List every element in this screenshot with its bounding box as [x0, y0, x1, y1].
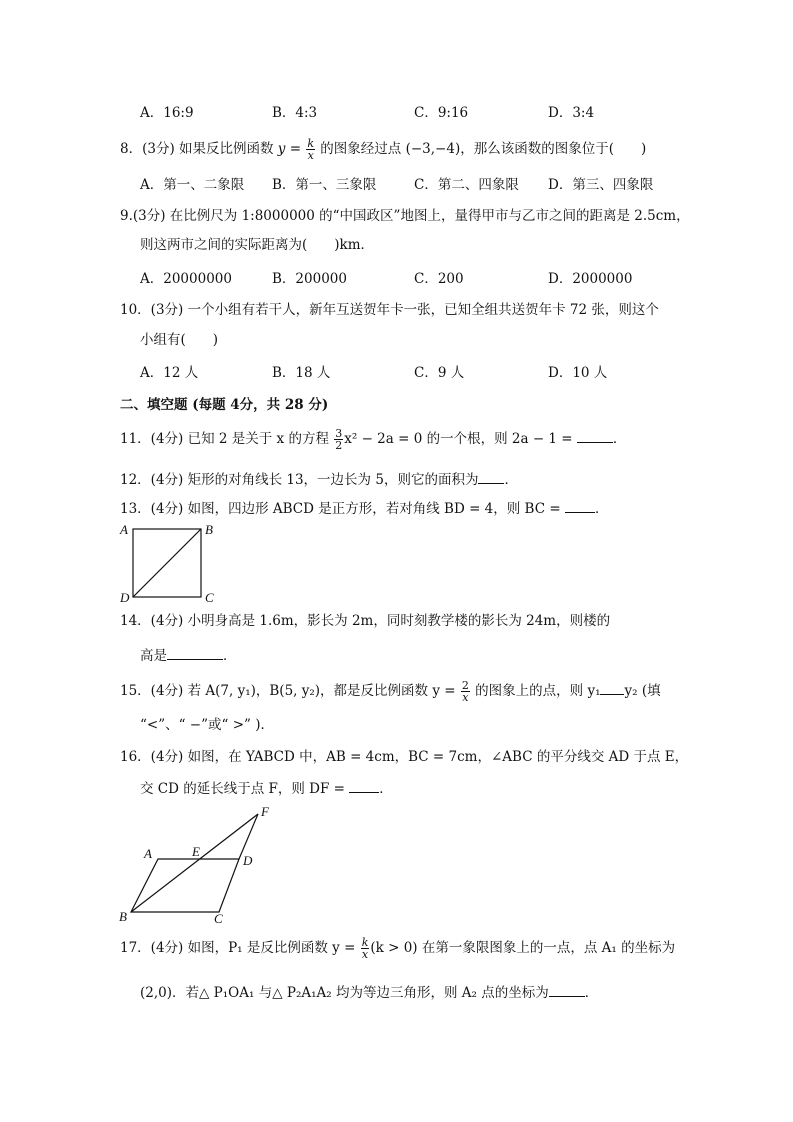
- q9-option-a: A．20000000: [140, 271, 232, 287]
- parallelogram-figure: [114, 802, 284, 926]
- label-b: B: [119, 909, 127, 924]
- q8-option-d: D．第三、四象限: [548, 177, 654, 193]
- diagonal-bd: [133, 529, 201, 597]
- square-figure: [114, 520, 224, 606]
- label-d: D: [243, 853, 253, 868]
- question-8: 8．(3分) 如果反比例函数 y = $\frac{k}{x}$ 的图象经过点 (−3,−4)，那么该函数的图象位于( ): [120, 137, 647, 162]
- answer-blank[interactable]: [167, 646, 223, 660]
- fraction: $\frac{2}{x}$: [461, 679, 469, 704]
- answer-blank[interactable]: [565, 499, 595, 513]
- q8-option-c: C．第二、四象限: [414, 177, 519, 193]
- question-9-line-1: 9.(3分) 在比例尺为 1:8000000 的“中国政区”地图上，量得甲市与乙市之间的距离是 2.5cm，: [120, 208, 690, 224]
- section-heading: 二、填空题 (每题 4分，共 28 分): [120, 397, 329, 413]
- question-17: 17．(4分) 如图，P₁ 是反比例函数 y = $\frac{k}{x}$ (k > 0) 在第一象限图象上的一点，点 A₁ 的坐标为: [120, 936, 676, 961]
- q7-option-b: B．4:3: [272, 105, 318, 121]
- question-10-line-1: 10．(3分) 一个小组有若干人，新年互送贺年卡一张，已知全组共送贺年卡 72 张，则这个: [120, 302, 659, 318]
- line-bf: [131, 814, 258, 912]
- fraction: $\frac{3}{2}$: [335, 427, 343, 452]
- q9-option-d: D．2000000: [548, 271, 633, 287]
- label-c: C: [214, 911, 223, 926]
- label-b: B: [205, 522, 213, 537]
- question-17-line-2: (2,0)．若△ P₁OA₁ 与△ P₂A₁A₂ 均为等边三角形，则 A₂ 点的坐标为 ．: [140, 985, 599, 1001]
- label-a: A: [120, 522, 128, 537]
- q7-option-a: A．16:9: [140, 105, 194, 121]
- question-10-line-2: 小组有( ): [140, 332, 219, 348]
- q10-option-c: C．9 人: [414, 365, 465, 381]
- answer-blank[interactable]: [549, 983, 585, 997]
- q10-option-a: A．12 人: [140, 365, 199, 381]
- question-14-line-2: 高是 ．: [140, 648, 237, 664]
- q9-option-c: C．200: [414, 271, 464, 287]
- question-15: 15．(4分) 若 A(7, y₁)，B(5, y₂)，都是反比例函数 y = $\frac{2}{x}$ 的图象上的点，则 y₁ y₂ (填: [120, 679, 661, 704]
- question-13: 13．(4分) 如图，四边形 ABCD 是正方形，若对角线 BD = 4，则 BC = ．: [120, 501, 609, 517]
- question-16-line-1: 16．(4分) 如图，在 YABCD 中，AB = 4cm，BC = 7cm，∠ABC 的平分线交 AD 于点 E，: [120, 749, 689, 765]
- answer-blank[interactable]: [349, 779, 379, 793]
- parallelogram-abcd: [131, 859, 239, 912]
- q8-option-b: B．第一、三象限: [272, 177, 377, 193]
- q8-option-a: A．第一、二象限: [140, 177, 245, 193]
- question-14-line-1: 14．(4分) 小明身高是 1.6m，影长为 2m，同时刻教学楼的影长为 24m，则楼的: [120, 613, 611, 629]
- q7-option-c: C．9:16: [414, 105, 469, 121]
- q9-option-b: B．200000: [272, 271, 347, 287]
- question-11: 11．(4分) 已知 2 是关于 x 的方程 $\frac{3}{2}$ x² − 2a = 0 的一个根，则 2a − 1 = ．: [120, 427, 627, 452]
- question-12: 12．(4分) 矩形的对角线长 13，一边长为 5，则它的面积为 ．: [120, 472, 518, 488]
- answer-blank[interactable]: [577, 429, 613, 443]
- question-15-line-2: “<”、“ −”或“ >” )．: [140, 717, 274, 733]
- answer-blank[interactable]: [600, 681, 624, 695]
- label-a: A: [144, 846, 152, 861]
- label-d: D: [120, 590, 130, 605]
- label-f: F: [261, 804, 269, 819]
- q10-option-d: D．10 人: [548, 365, 608, 381]
- label-c: C: [205, 590, 214, 605]
- label-e: E: [192, 844, 200, 859]
- fraction: $\frac{k}{x}$: [361, 936, 369, 961]
- question-16-line-2: 交 CD 的延长线于点 F，则 DF = ．: [140, 781, 393, 797]
- q7-option-d: D．3:4: [548, 105, 595, 121]
- answer-blank[interactable]: [478, 470, 504, 484]
- question-9-line-2: 则这两市之间的实际距离为( )km．: [140, 237, 375, 253]
- fraction: $\frac{k}{x}$: [307, 137, 315, 162]
- q10-option-b: B．18 人: [272, 365, 331, 381]
